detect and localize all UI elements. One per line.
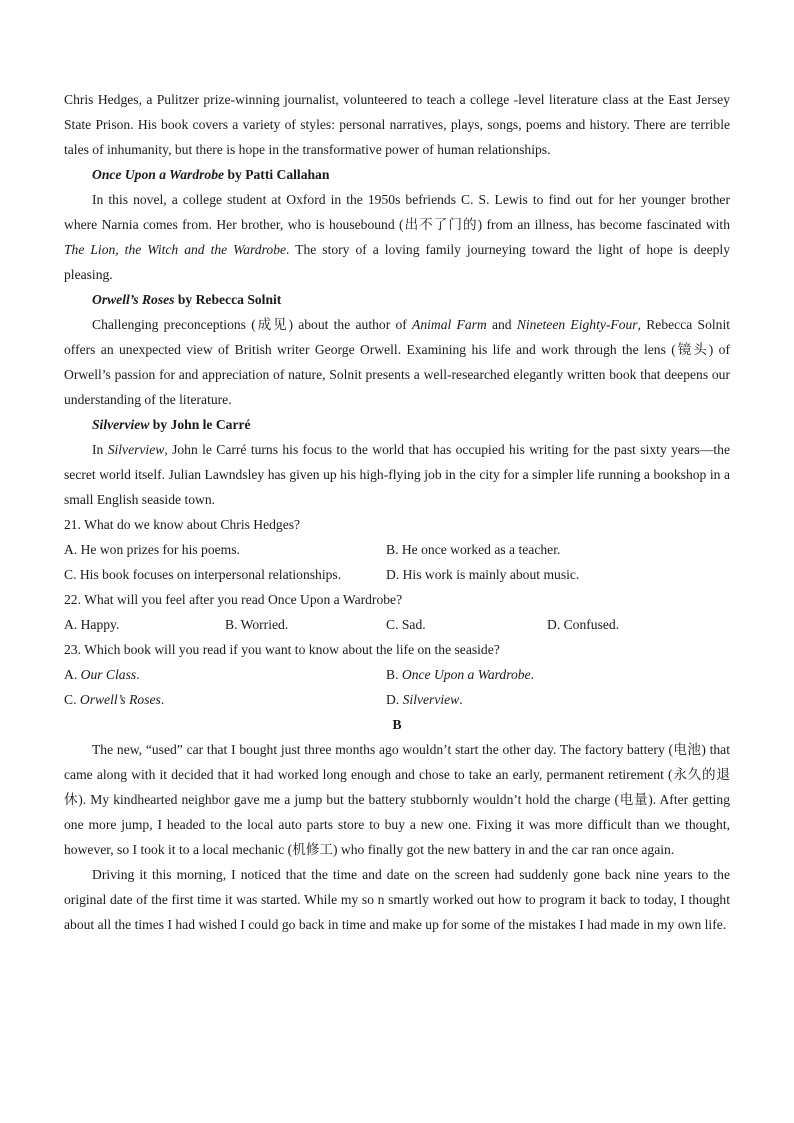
option-c: C. His book focuses on interpersonal relationships. [64,567,342,582]
question-21: 21. What do we know about Chris Hedges? [64,517,301,532]
book-paragraph-roses [64,312,730,412]
option-c [64,687,386,712]
option-a [64,662,386,687]
book-author: by Patti Callahan [224,167,330,182]
text-run: , John le Carré turns his focus to the world that has occupied his writing for the past sixty years—the secret world itself. Julian Lawndsley has given up his high-flying job in the city for a simpler life running a bookshop in a small English seaside town. [64,442,730,507]
book-heading-wardrobe [64,162,730,187]
italic-title: Nineteen Eighty-Four [516,317,638,332]
option-text: Orwell’s Roses [79,692,161,707]
option-a: A. Happy. [64,617,120,632]
option-period: . [459,692,463,707]
text-run: and [486,317,517,332]
option-text: Our Class [80,667,137,682]
option-letter: B. [386,667,402,682]
option-a: A. He won prizes for his poems. [64,542,240,557]
option-c: C. Sad. [386,617,426,632]
book-title: Orwell’s Roses [92,292,175,307]
question-21-options [64,537,730,562]
italic-title: Silverview [107,442,165,457]
text-run: In [92,442,108,457]
question-23-options [64,662,730,687]
option-letter: A. [64,667,81,682]
option-d [386,687,708,712]
passage-b-paragraph-1: The new, “used” car that I bought just three months ago wouldn’t start the other day. The factory battery (电池) that came along with it decided that it had worked long enough and chose to take an early, permanent retirement (永久的退休). My kindhearted neighbor gave me a jump but the battery stubbornly wouldn’t hold the charge (电量). After getting one more jump, I headed to the local auto parts store to buy a new one. Fixing it was more difficult than we thought, however, so I took it to a local mechanic (机修工) who finally got the new battery in and the car ran once again. [64,742,730,857]
book-author: by John le Carré [149,417,251,432]
question-22: 22. What will you feel after you read Once Upon a Wardrobe? [64,592,403,607]
book-paragraph-wardrobe [64,187,730,287]
option-text: Once Upon a Wardrobe [401,667,531,682]
text-run: In this novel, a college student at Oxford in the 1950s befriends C. S. Lewis to find out for her younger brother where Narnia comes from. Her brother, who is housebound (出不了门的) from an illness, has become fascinated with [64,192,730,232]
option-b: B. Worried. [225,617,289,632]
option-b [386,662,708,687]
document-page [64,87,730,937]
book-paragraph-silverview [64,437,730,512]
section-heading-b: B [392,717,402,732]
text-run: . The story of a loving family journeying toward the light of hope is deeply pleasing. [64,242,731,282]
intro-paragraph: Chris Hedges, a Pulitzer prize-winning journalist, volunteered to teach a college -level literature class at the East Jersey State Prison. His book covers a variety of styles: personal narratives, plays, songs, poems and history. There are terrible tales of inhumanity, but there is hope in the transformative power of human relationships. [64,92,730,157]
option-period: . [530,667,535,682]
book-title: Once Upon a Wardrobe [92,167,225,182]
book-title: Silverview [92,417,150,432]
option-letter: D. [386,692,403,707]
text-run: , Rebecca Solnit offers an unexpected view of British writer George Orwell. Examining his life and work through the lens (镜头) of Orwell’s passion for and appreciation of nature, Solnit presents a well-researched elegantly written book that deepens our understanding of the literature. [64,317,730,407]
italic-title: Animal Farm [412,317,487,332]
passage-b-paragraph-2: Driving it this morning, I noticed that the time and date on the screen had suddenly gone back nine years to the original date of the first time it was started. While my so n smartly worked out how to program it back to today, I thought about all the times I had wished I could go back in time and make up for some of the mistakes I had made in my own life. [64,867,730,932]
option-b: B. He once worked as a teacher. [386,542,561,557]
book-heading-silverview [64,412,730,437]
question-21-options [64,562,730,587]
option-period: . [160,692,165,707]
option-letter: C. [64,692,80,707]
option-period: . [136,667,140,682]
italic-title: The Lion, the Witch and the Wardrobe [64,242,287,257]
book-author: by Rebecca Solnit [174,292,282,307]
question-22-options [64,612,730,637]
option-text: Silverview [402,692,460,707]
question-23-options [64,687,730,712]
option-d: D. His work is mainly about music. [386,567,580,582]
book-heading-roses [64,287,730,312]
question-23: 23. Which book will you read if you want to know about the life on the seaside? [64,642,500,657]
text-run: Challenging preconceptions (成见) about the author of [92,317,413,332]
option-d: D. Confused. [547,617,620,632]
